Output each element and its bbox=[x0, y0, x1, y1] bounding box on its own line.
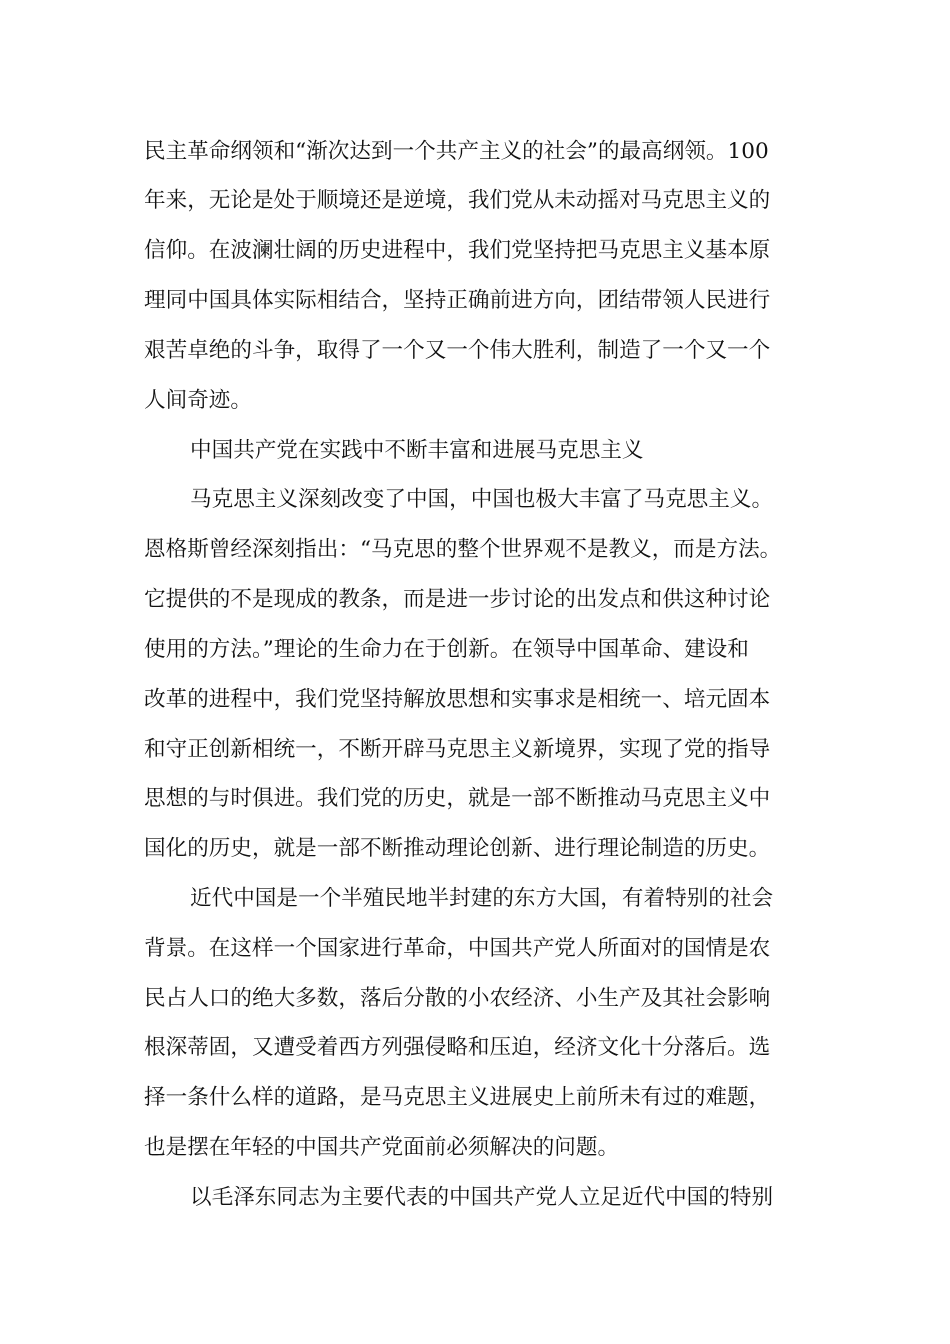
text-line: 民主革命纲领和“渐次达到一个共产主义的社会”的最高纲领。100 bbox=[144, 139, 769, 164]
text-line: 民占人口的绝大多数，落后分散的小农经济、小生产及其社会影响 bbox=[144, 986, 771, 1011]
text-line: 思想的与时俱进。我们党的历史，就是一部不断推动马克思主义中 bbox=[144, 786, 771, 811]
text-line: 改革的进程中，我们党坚持解放思想和实事求是相统一、培元固本 bbox=[144, 687, 771, 712]
text-line: 艰苦卓绝的斗争，取得了一个又一个伟大胜利，制造了一个又一个 bbox=[144, 338, 771, 363]
text-line: 和守正创新相统一，不断开辟马克思主义新境界，实现了党的指导 bbox=[144, 737, 771, 762]
section-heading: 中国共产党在实践中不断丰富和进展马克思主义 bbox=[190, 438, 644, 463]
text-line: 信仰。在波澜壮阔的历史进程中，我们党坚持把马克思主义基本原 bbox=[144, 238, 771, 263]
text-line: 背景。在这样一个国家进行革命，中国共产党人所面对的国情是农 bbox=[144, 936, 771, 961]
text-line: 也是摆在年轻的中国共产党面前必须解决的问题。 bbox=[144, 1135, 620, 1160]
paragraph-first-line: 近代中国是一个半殖民地半封建的东方大国，有着特别的社会 bbox=[190, 886, 774, 911]
text-line: 人间奇迹。 bbox=[144, 388, 252, 413]
text-line: 恩格斯曾经深刻指出：“马克思的整个世界观不是教义，而是方法。 bbox=[144, 537, 782, 562]
paragraph-first-line: 马克思主义深刻改变了中国，中国也极大丰富了马克思主义。 bbox=[190, 487, 774, 512]
text-line: 国化的历史，就是一部不断推动理论创新、进行理论制造的历史。 bbox=[144, 836, 771, 861]
text-line: 使用的方法。”理论的生命力在于创新。在领导中国革命、建设和 bbox=[144, 637, 749, 662]
text-line: 理同中国具体实际相结合，坚持正确前进方向，团结带领人民进行 bbox=[144, 288, 771, 313]
text-line: 根深蒂固，又遭受着西方列强侵略和压迫，经济文化十分落后。选 bbox=[144, 1035, 771, 1060]
paragraph-first-line: 以毛泽东同志为主要代表的中国共产党人立足近代中国的特别 bbox=[190, 1185, 774, 1210]
text-line: 年来，无论是处于顺境还是逆境，我们党从未动摇对马克思主义的 bbox=[144, 188, 771, 213]
text-line: 择一条什么样的道路，是马克思主义进展史上前所未有过的难题， bbox=[144, 1085, 771, 1110]
text-line: 它提供的不是现成的教条，而是进一步讨论的出发点和供这种讨论 bbox=[144, 587, 771, 612]
